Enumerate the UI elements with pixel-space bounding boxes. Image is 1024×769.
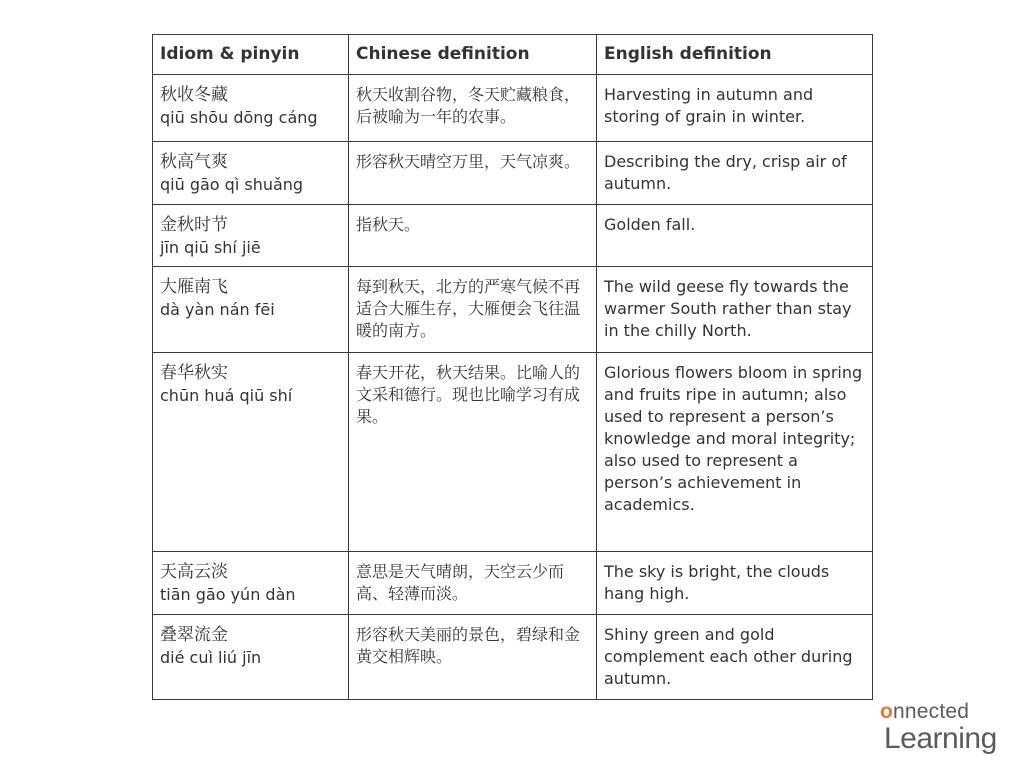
english-definition: Glorious flowers bloom in spring and fruits ripe in autumn; also used to represent a person’s knowledge and moral integrity; also used to represent a person’s achievement in academics. bbox=[597, 353, 873, 552]
idiom-cell bbox=[153, 75, 349, 142]
idiom-cell bbox=[153, 267, 349, 353]
idiom-pinyin: tiān gāo yún dàn bbox=[160, 585, 296, 604]
idiom-pinyin: dà yàn nán fēi bbox=[160, 300, 275, 319]
header-chinese-definition: Chinese definition bbox=[349, 35, 597, 75]
table-row bbox=[153, 205, 873, 267]
table-header-row bbox=[153, 35, 873, 75]
idiom-chinese: 大雁南飞 bbox=[160, 277, 228, 297]
chinese-definition: 秋天收割谷物，冬天贮藏粮食，后被喻为一年的农事。 bbox=[349, 75, 597, 142]
logo-connected-text: nnected bbox=[893, 700, 970, 723]
idiom-pinyin: qiū shōu dōng cáng bbox=[160, 108, 318, 127]
logo-line-connected bbox=[880, 700, 969, 724]
connected-learning-logo bbox=[880, 700, 1010, 758]
chinese-definition: 指秋天。 bbox=[349, 205, 597, 267]
idiom-pinyin: chūn huá qiū shí bbox=[160, 386, 293, 405]
idiom-chinese: 天高云淡 bbox=[160, 562, 228, 582]
idiom-chinese: 秋高气爽 bbox=[160, 152, 228, 172]
idiom-chinese: 叠翠流金 bbox=[160, 625, 228, 645]
idiom-table bbox=[152, 34, 873, 700]
idiom-chinese: 金秋时节 bbox=[160, 215, 228, 235]
table-row bbox=[153, 552, 873, 615]
chinese-definition: 形容秋天美丽的景色，碧绿和金黄交相辉映。 bbox=[349, 615, 597, 700]
english-definition: Golden fall. bbox=[597, 205, 873, 267]
idiom-cell bbox=[153, 552, 349, 615]
idiom-pinyin: jīn qiū shí jiē bbox=[160, 238, 261, 257]
logo-learning-text: Learning bbox=[884, 722, 997, 755]
header-idiom-pinyin: Idiom & pinyin bbox=[153, 35, 349, 75]
idiom-cell bbox=[153, 353, 349, 552]
idiom-cell bbox=[153, 142, 349, 205]
idiom-pinyin: qiū gāo qì shuǎng bbox=[160, 175, 304, 194]
chinese-definition: 形容秋天晴空万里，天气凉爽。 bbox=[349, 142, 597, 205]
idiom-cell bbox=[153, 205, 349, 267]
chinese-definition: 每到秋天，北方的严寒气候不再适合大雁生存，大雁便会飞往温暖的南方。 bbox=[349, 267, 597, 353]
table-row bbox=[153, 142, 873, 205]
chinese-definition: 春天开花，秋天结果。比喻人的文采和德行。现也比喻学习有成果。 bbox=[349, 353, 597, 552]
english-definition: Shiny green and gold complement each other during autumn. bbox=[597, 615, 873, 700]
table-row bbox=[153, 75, 873, 142]
table-row bbox=[153, 353, 873, 552]
idiom-cell bbox=[153, 615, 349, 700]
idiom-pinyin: dié cuì liú jīn bbox=[160, 648, 262, 667]
idiom-chinese: 春华秋实 bbox=[160, 363, 228, 383]
english-definition: The sky is bright, the clouds hang high. bbox=[597, 552, 873, 615]
table-row bbox=[153, 615, 873, 700]
logo-o-mark: o bbox=[880, 700, 894, 723]
header-english-definition: English definition bbox=[597, 35, 873, 75]
chinese-definition: 意思是天气晴朗，天空云少而高、轻薄而淡。 bbox=[349, 552, 597, 615]
table-row bbox=[153, 267, 873, 353]
idiom-chinese: 秋收冬藏 bbox=[160, 85, 228, 105]
english-definition: Describing the dry, crisp air of autumn. bbox=[597, 142, 873, 205]
english-definition: Harvesting in autumn and storing of grain in winter. bbox=[597, 75, 873, 142]
english-definition: The wild geese fly towards the warmer South rather than stay in the chilly North. bbox=[597, 267, 873, 353]
